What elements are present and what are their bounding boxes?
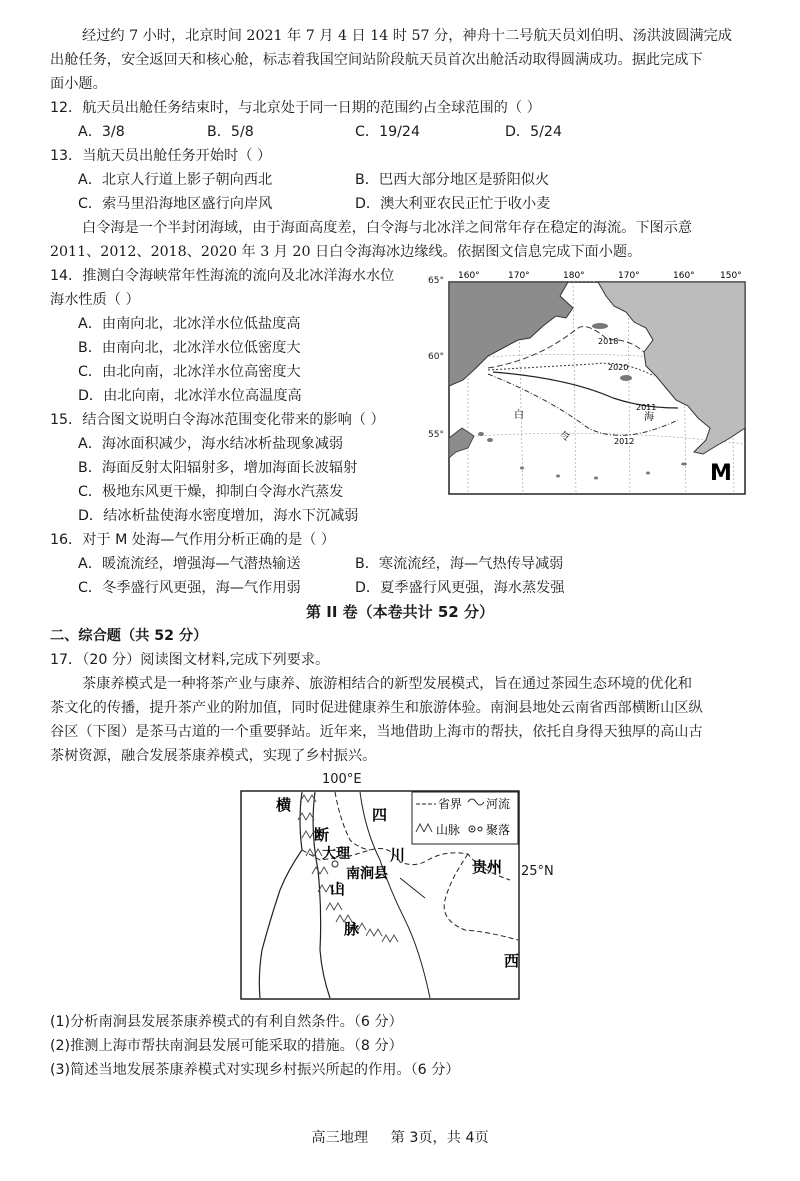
range-char: 断 [314, 826, 330, 844]
q16-option-c: C．冬季盛行风更强，海—气作用弱 [78, 580, 301, 596]
lat-label-60: 60° [428, 352, 444, 362]
q15-option-d: D．结冰析盐使海水密度增加，海水下沉减弱 [78, 508, 359, 524]
sea-label-char: 白 [514, 410, 524, 421]
province-char: 西 [504, 952, 520, 970]
intro1-line3: 面小题。 [50, 76, 107, 92]
q13-option-a: A．北京人行道上影子朝向西北 [78, 172, 273, 188]
lon-label: 170° [618, 271, 640, 281]
year-label-2020: 2020 [608, 363, 629, 372]
section-title: 第 II 卷（本卷共计 52 分） [306, 603, 494, 621]
lon-label: 170° [508, 271, 530, 281]
lon-label-100e: 100°E [322, 772, 362, 787]
q12-option-b: B．5/8 [207, 124, 254, 140]
page-footer: 高三地理 第 3页，共 4页 [311, 1130, 489, 1146]
subq-1: (1)分析南涧县发展茶康养模式的有利自然条件。（6 分） [50, 1014, 403, 1030]
province-char: 川 [390, 846, 406, 864]
q13-option-b: B．巴西大部分地区是骄阳似火 [355, 172, 550, 188]
intro1-line1: 经过约 7 小时，北京时间 2021 年 7 月 4 日 14 时 57 分，神舟十二号航天员刘伯明、汤洪波圆满完成 [82, 28, 732, 44]
q14-stem-line2: 海水性质（ ） [50, 292, 140, 308]
intro2-line1: 白令海是一个半封闭海域，由于海面高度差，白令海与北冰洋之间常年存在稳定的海流。下图示意 [82, 220, 693, 236]
q17-stem: 17．（20 分）阅读图文材料,完成下列要求。 [50, 652, 330, 668]
q14-option-d: D．由北向南，北冰洋水位高温度高 [78, 388, 302, 404]
bering-sea-map [448, 268, 748, 496]
material-line2: 茶文化的传播，提升茶产业的附加值，同时促进健康养生和旅游体验。南涧县地处云南省西部横断山区纵 [50, 700, 703, 716]
range-char: 脉 [344, 920, 360, 938]
nanjian-label: 南涧县 [346, 866, 388, 882]
q12-stem: 12．航天员出舱任务结束时，与北京处于同一日期的范围约占全球范围的（ ） [50, 100, 541, 116]
q13-option-c: C．索马里沿海地区盛行向岸风 [78, 196, 273, 212]
lon-label: 150° [720, 271, 742, 281]
lat-label-25n: 25°N [521, 864, 554, 879]
sea-label-char: 海 [644, 412, 654, 423]
q14-option-a: A．由南向北，北冰洋水位低盐度高 [78, 316, 301, 332]
q15-option-b: B．海面反射太阳辐射多，增加海面长波辐射 [78, 460, 358, 476]
legend-river: 河流 [486, 797, 511, 811]
lat-label-55: 55° [428, 430, 444, 440]
q16-option-d: D．夏季盛行风更强，海水蒸发强 [355, 580, 565, 596]
lat-label-65: 65° [428, 276, 444, 286]
sea-label-char: 令 [560, 432, 570, 443]
intro1-line2: 出舱任务，安全返回天和核心舱，标志着我国空间站阶段航天员首次出舱活动取得圆满成功。据此完成下 [50, 52, 703, 68]
dali-label: 大理 [322, 846, 350, 862]
province-char: 贵州 [472, 858, 503, 876]
legend-settlement: 聚落 [486, 823, 511, 837]
m-point-label: M [710, 461, 732, 486]
section-heading: 二、综合题（共 52 分） [50, 628, 208, 644]
q15-stem: 15．结合图文说明白令海冰范围变化带来的影响（ ） [50, 412, 385, 428]
q12-option-a: A．3/8 [78, 124, 125, 140]
lon-label: 180° [563, 271, 585, 281]
intro2-line2: 2011、2012、2018、2020 年 3 月 20 日白令海海冰边缘线。依据图文信息完成下面小题。 [50, 244, 642, 260]
q15-option-a: A．海冰面积减少，海水结冰析盐现象减弱 [78, 436, 344, 452]
material-line1: 茶康养模式是一种将茶产业与康养、旅游相结合的新型发展模式，旨在通过茶园生态环境的优化和 [82, 676, 693, 692]
q12-option-d: D．5/24 [505, 124, 562, 140]
legend-mountain: 山脉 [436, 823, 461, 837]
range-char: 山 [330, 880, 346, 898]
q14-option-c: C．由北向南，北冰洋水位高密度大 [78, 364, 301, 380]
year-label-2012: 2012 [614, 437, 635, 446]
year-label-2011: 2011 [636, 403, 657, 412]
year-label-2018: 2018 [598, 337, 619, 346]
nanjian-map [240, 790, 520, 1000]
province-char: 四 [372, 806, 388, 824]
q15-option-c: C．极地东风更干燥，抑制白令海水汽蒸发 [78, 484, 344, 500]
q13-option-d: D．澳大利亚农民正忙于收小麦 [355, 196, 551, 212]
q16-option-a: A．暖流流经，增强海—气潜热输送 [78, 556, 301, 572]
range-char: 横 [276, 796, 292, 814]
material-line4: 茶树资源，融合发展茶康养模式，实现了乡村振兴。 [50, 748, 377, 764]
lon-label: 160° [458, 271, 480, 281]
q16-stem: 16．对于 M 处海—气作用分析正确的是（ ） [50, 532, 336, 548]
q14-option-b: B．由南向北，北冰洋水位低密度大 [78, 340, 301, 356]
material-line3: 谷区（下图）是茶马古道的一个重要驿站。近年来，当地借助上海市的帮扶，依托自身得天独厚的高山古 [50, 724, 703, 740]
lon-label: 160° [673, 271, 695, 281]
q14-stem-line1: 14．推测白令海峡常年性海流的流向及北冰洋海水水位 [50, 268, 395, 284]
legend-boundary: 省界 [438, 797, 463, 811]
q16-option-b: B．寒流流经，海—气热传导减弱 [355, 556, 564, 572]
q13-stem: 13．当航天员出舱任务开始时（ ） [50, 148, 272, 164]
subq-3: (3)简述当地发展茶康养模式对实现乡村振兴所起的作用。（6 分） [50, 1062, 460, 1078]
q12-option-c: C．19/24 [355, 124, 420, 140]
subq-2: (2)推测上海市帮扶南涧县发展可能采取的措施。（8 分） [50, 1038, 403, 1054]
